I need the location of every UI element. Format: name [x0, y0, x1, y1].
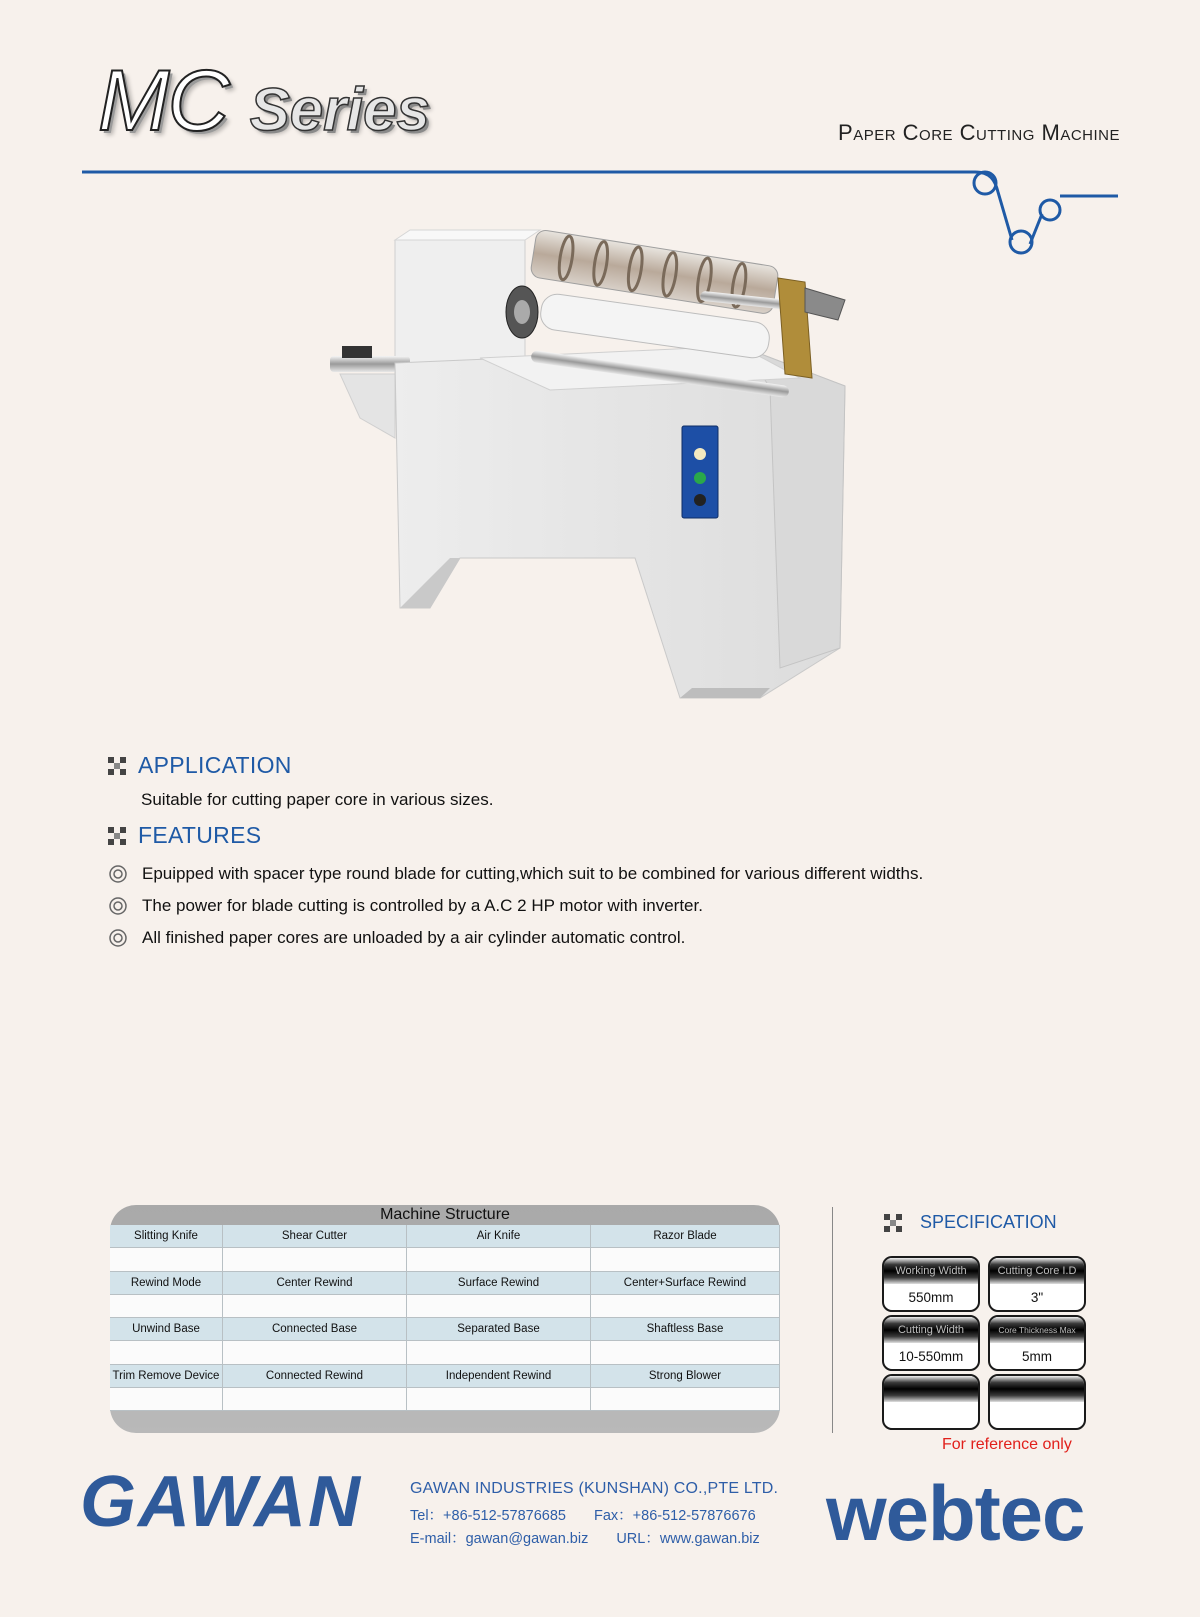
application-text: Suitable for cutting paper core in various sizes.: [141, 790, 494, 809]
structure-cell: Surface Rewind: [407, 1272, 591, 1295]
structure-cell: Razor Blade: [591, 1225, 780, 1248]
structure-blank-cell: [591, 1295, 780, 1318]
features-heading: [108, 822, 261, 849]
feature-item: [108, 922, 1108, 954]
checker-square-icon: [108, 757, 126, 775]
structure-blank-cell: [407, 1248, 591, 1271]
spec-card-empty: [882, 1374, 980, 1430]
structure-blank-cell: [110, 1248, 223, 1271]
structure-blank-cell: [407, 1295, 591, 1318]
spec-value: 550mm: [908, 1289, 954, 1305]
feature-text: All finished paper cores are unloaded by a air cylinder automatic control.: [142, 928, 686, 947]
structure-cell: Unwind Base: [110, 1318, 223, 1341]
structure-blank-cell: [407, 1388, 591, 1411]
structure-cell: Center Rewind: [223, 1272, 407, 1295]
spec-label: Cutting Width: [884, 1317, 978, 1343]
company-url: URL：www.gawan.biz: [616, 1531, 760, 1547]
structure-cell: Air Knife: [407, 1225, 591, 1248]
spec-card: [882, 1256, 980, 1312]
series-title-main: MC: [98, 53, 228, 149]
machine-structure-grid: [110, 1225, 780, 1411]
structure-blank-cell: [110, 1388, 223, 1411]
company-fax: Fax：+86-512-57876676: [594, 1508, 756, 1524]
features-title: FEATURES: [138, 822, 262, 848]
company-info: [410, 1480, 778, 1548]
structure-cell: Trim Remove Device: [110, 1365, 223, 1388]
spec-label: Core Thickness Max: [990, 1317, 1084, 1343]
structure-cell: Independent Rewind: [407, 1365, 591, 1388]
feature-text: Epuipped with spacer type round blade for cutting,which suit to be combined for various different widths.: [142, 864, 924, 883]
spec-card: [988, 1315, 1086, 1371]
company-email: E-mail：gawan@gawan.biz: [410, 1531, 589, 1547]
webtec-logo: webtec: [826, 1469, 1085, 1557]
structure-cell: Connected Rewind: [223, 1365, 407, 1388]
spec-card-empty: [988, 1374, 1086, 1430]
product-subtitle: Paper Core Cutting Machine: [838, 120, 1120, 145]
company-name: GAWAN INDUSTRIES (KUNSHAN) CO.,PTE LTD.: [410, 1480, 779, 1497]
gawan-logo: GAWAN: [80, 1462, 363, 1542]
spec-value: 5mm: [1022, 1348, 1052, 1364]
structure-cell: Strong Blower: [591, 1365, 780, 1388]
structure-blank-cell: [223, 1295, 407, 1318]
checker-square-icon: [108, 827, 126, 845]
machine-structure-table: [110, 1205, 780, 1433]
double-circle-icon: [108, 928, 128, 948]
structure-blank-cell: [591, 1248, 780, 1271]
spec-label: Cutting Core I.D: [990, 1258, 1084, 1284]
structure-cell: Shear Cutter: [223, 1225, 407, 1248]
structure-blank-cell: [591, 1341, 780, 1364]
application-title: APPLICATION: [138, 752, 292, 778]
structure-cell: Separated Base: [407, 1318, 591, 1341]
spec-label: [990, 1376, 1084, 1402]
structure-blank-cell: [110, 1341, 223, 1364]
structure-blank-cell: [407, 1341, 591, 1364]
structure-blank-cell: [223, 1341, 407, 1364]
double-circle-icon: [108, 896, 128, 916]
series-title-sub: Series: [249, 76, 430, 143]
spec-label: Working Width: [884, 1258, 978, 1284]
structure-cell: Connected Base: [223, 1318, 407, 1341]
company-tel: Tel：+86-512-57876685: [410, 1508, 566, 1524]
spec-card: [988, 1256, 1086, 1312]
spec-value: 10-550mm: [898, 1348, 964, 1364]
features-list: [108, 858, 1108, 954]
structure-cell: Slitting Knife: [110, 1225, 223, 1248]
structure-blank-cell: [591, 1388, 780, 1411]
structure-blank-cell: [110, 1295, 223, 1318]
structure-cell: Shaftless Base: [591, 1318, 780, 1341]
checker-square-icon: [884, 1214, 902, 1232]
application-heading: [108, 752, 292, 779]
feature-item: [108, 858, 1108, 890]
spec-value: 3": [1030, 1289, 1044, 1305]
spec-value: [990, 1402, 1084, 1428]
machine-photo: [300, 228, 880, 728]
feature-item: [108, 890, 1108, 922]
structure-blank-cell: [223, 1388, 407, 1411]
structure-cell: Rewind Mode: [110, 1272, 223, 1295]
spec-label: [884, 1376, 978, 1402]
specification-title: SPECIFICATION: [920, 1212, 1057, 1232]
section-divider: [832, 1207, 833, 1433]
feature-text: The power for blade cutting is controlled by a A.C 2 HP motor with inverter.: [142, 896, 703, 915]
structure-blank-cell: [223, 1248, 407, 1271]
spec-value: [884, 1402, 978, 1428]
structure-cell: Center+Surface Rewind: [591, 1272, 780, 1295]
double-circle-icon: [108, 864, 128, 884]
specification-grid: [882, 1256, 1086, 1430]
series-title: [98, 53, 430, 149]
spec-card: [882, 1315, 980, 1371]
machine-structure-title: Machine Structure: [380, 1206, 510, 1223]
specification-heading: [884, 1212, 1057, 1233]
reference-note: For reference only: [942, 1436, 1072, 1453]
